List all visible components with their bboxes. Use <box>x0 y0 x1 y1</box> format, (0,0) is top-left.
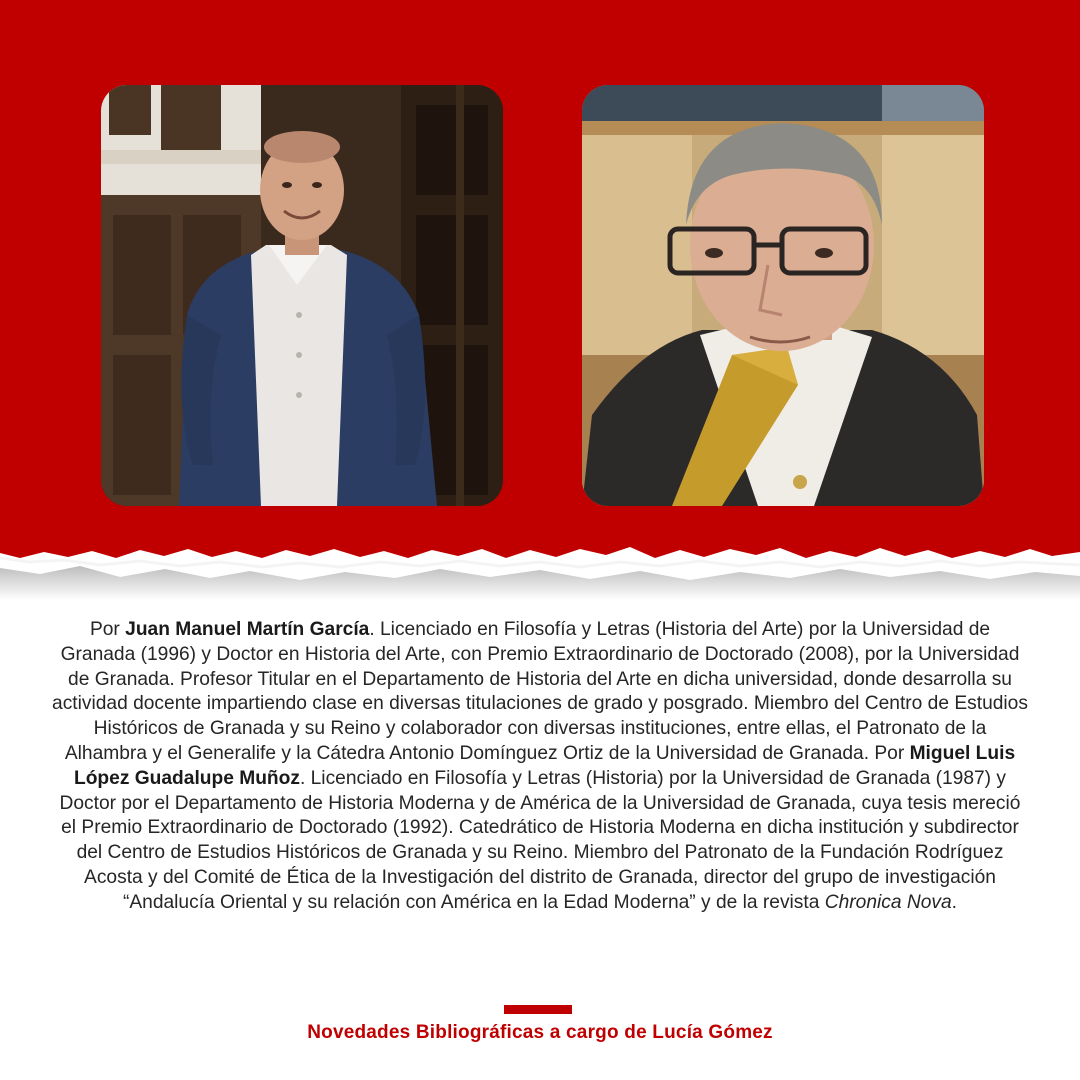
author-photo-miguel-luis-lopez-guadalupe-munoz <box>582 85 984 506</box>
author-photo-juan-manuel-martin-garcia <box>101 85 503 506</box>
bio-text-second-author: . Licenciado en Filosofía y Letras (Historia) por la Universidad de Granada (1987) y Doctor por el Departamento de Historia Moderna y de América de la Universidad de Granada, cuya tesis mereció el Premio Extraordinario de Doctorado (1992). Catedrático de Historia Moderna en dicha institución y subdirector del Centro de Estudios Históricos de Granada y su Reino. Miembro del Patronato de la Fundación Rodríguez Acosta y del Comité de Ética de la Investigación del distrito de Granada, director del grupo de investigación “Andalucía Oriental y su relación con América en la Edad Moderna” y de la revista <box>59 767 1021 913</box>
journal-title-chronica-nova: Chronica Nova <box>824 891 952 913</box>
red-divider-bar <box>504 1005 572 1014</box>
authors-biography <box>52 618 1028 916</box>
bio-text-first-author: . Licenciado en Filosofía y Letras (Historia del Arte) por la Universidad de Granada (1996) y Doctor en Historia del Arte, con Premio Extraordinario de Doctorado (2008), por la Universidad de Granada. Profesor Titular en el Departamento de Historia del Arte en dicha universidad, donde desarrolla su actividad docente impartiendo clase en diversas titulaciones de grado y posgrado. Miembro del Centro de Estudios Históricos de Granada y su Reino y colaborador con diversas instituciones, entre ellas, el Patronato de la Alhambra y el Generalife y la Cátedra Antonio Domínguez Ortiz de la Universidad de Granada. Por <box>52 619 1028 764</box>
man-with-glasses-and-gold-tie-portrait-icon <box>582 85 984 506</box>
bio-closing-period: . <box>951 891 958 913</box>
footer-credit: Novedades Bibliográficas a cargo de Lucía Gómez <box>307 1022 773 1043</box>
man-in-blue-blazer-portrait-icon <box>101 85 503 506</box>
author-name-miguel-luis-lopez-guadalupe-munoz: Miguel Luis López Guadalupe Muñoz <box>73 742 1016 789</box>
author-name-juan-manuel-martin-garcia: Juan Manuel Martín García <box>125 619 370 640</box>
bio-intro-text: Por <box>89 619 126 640</box>
